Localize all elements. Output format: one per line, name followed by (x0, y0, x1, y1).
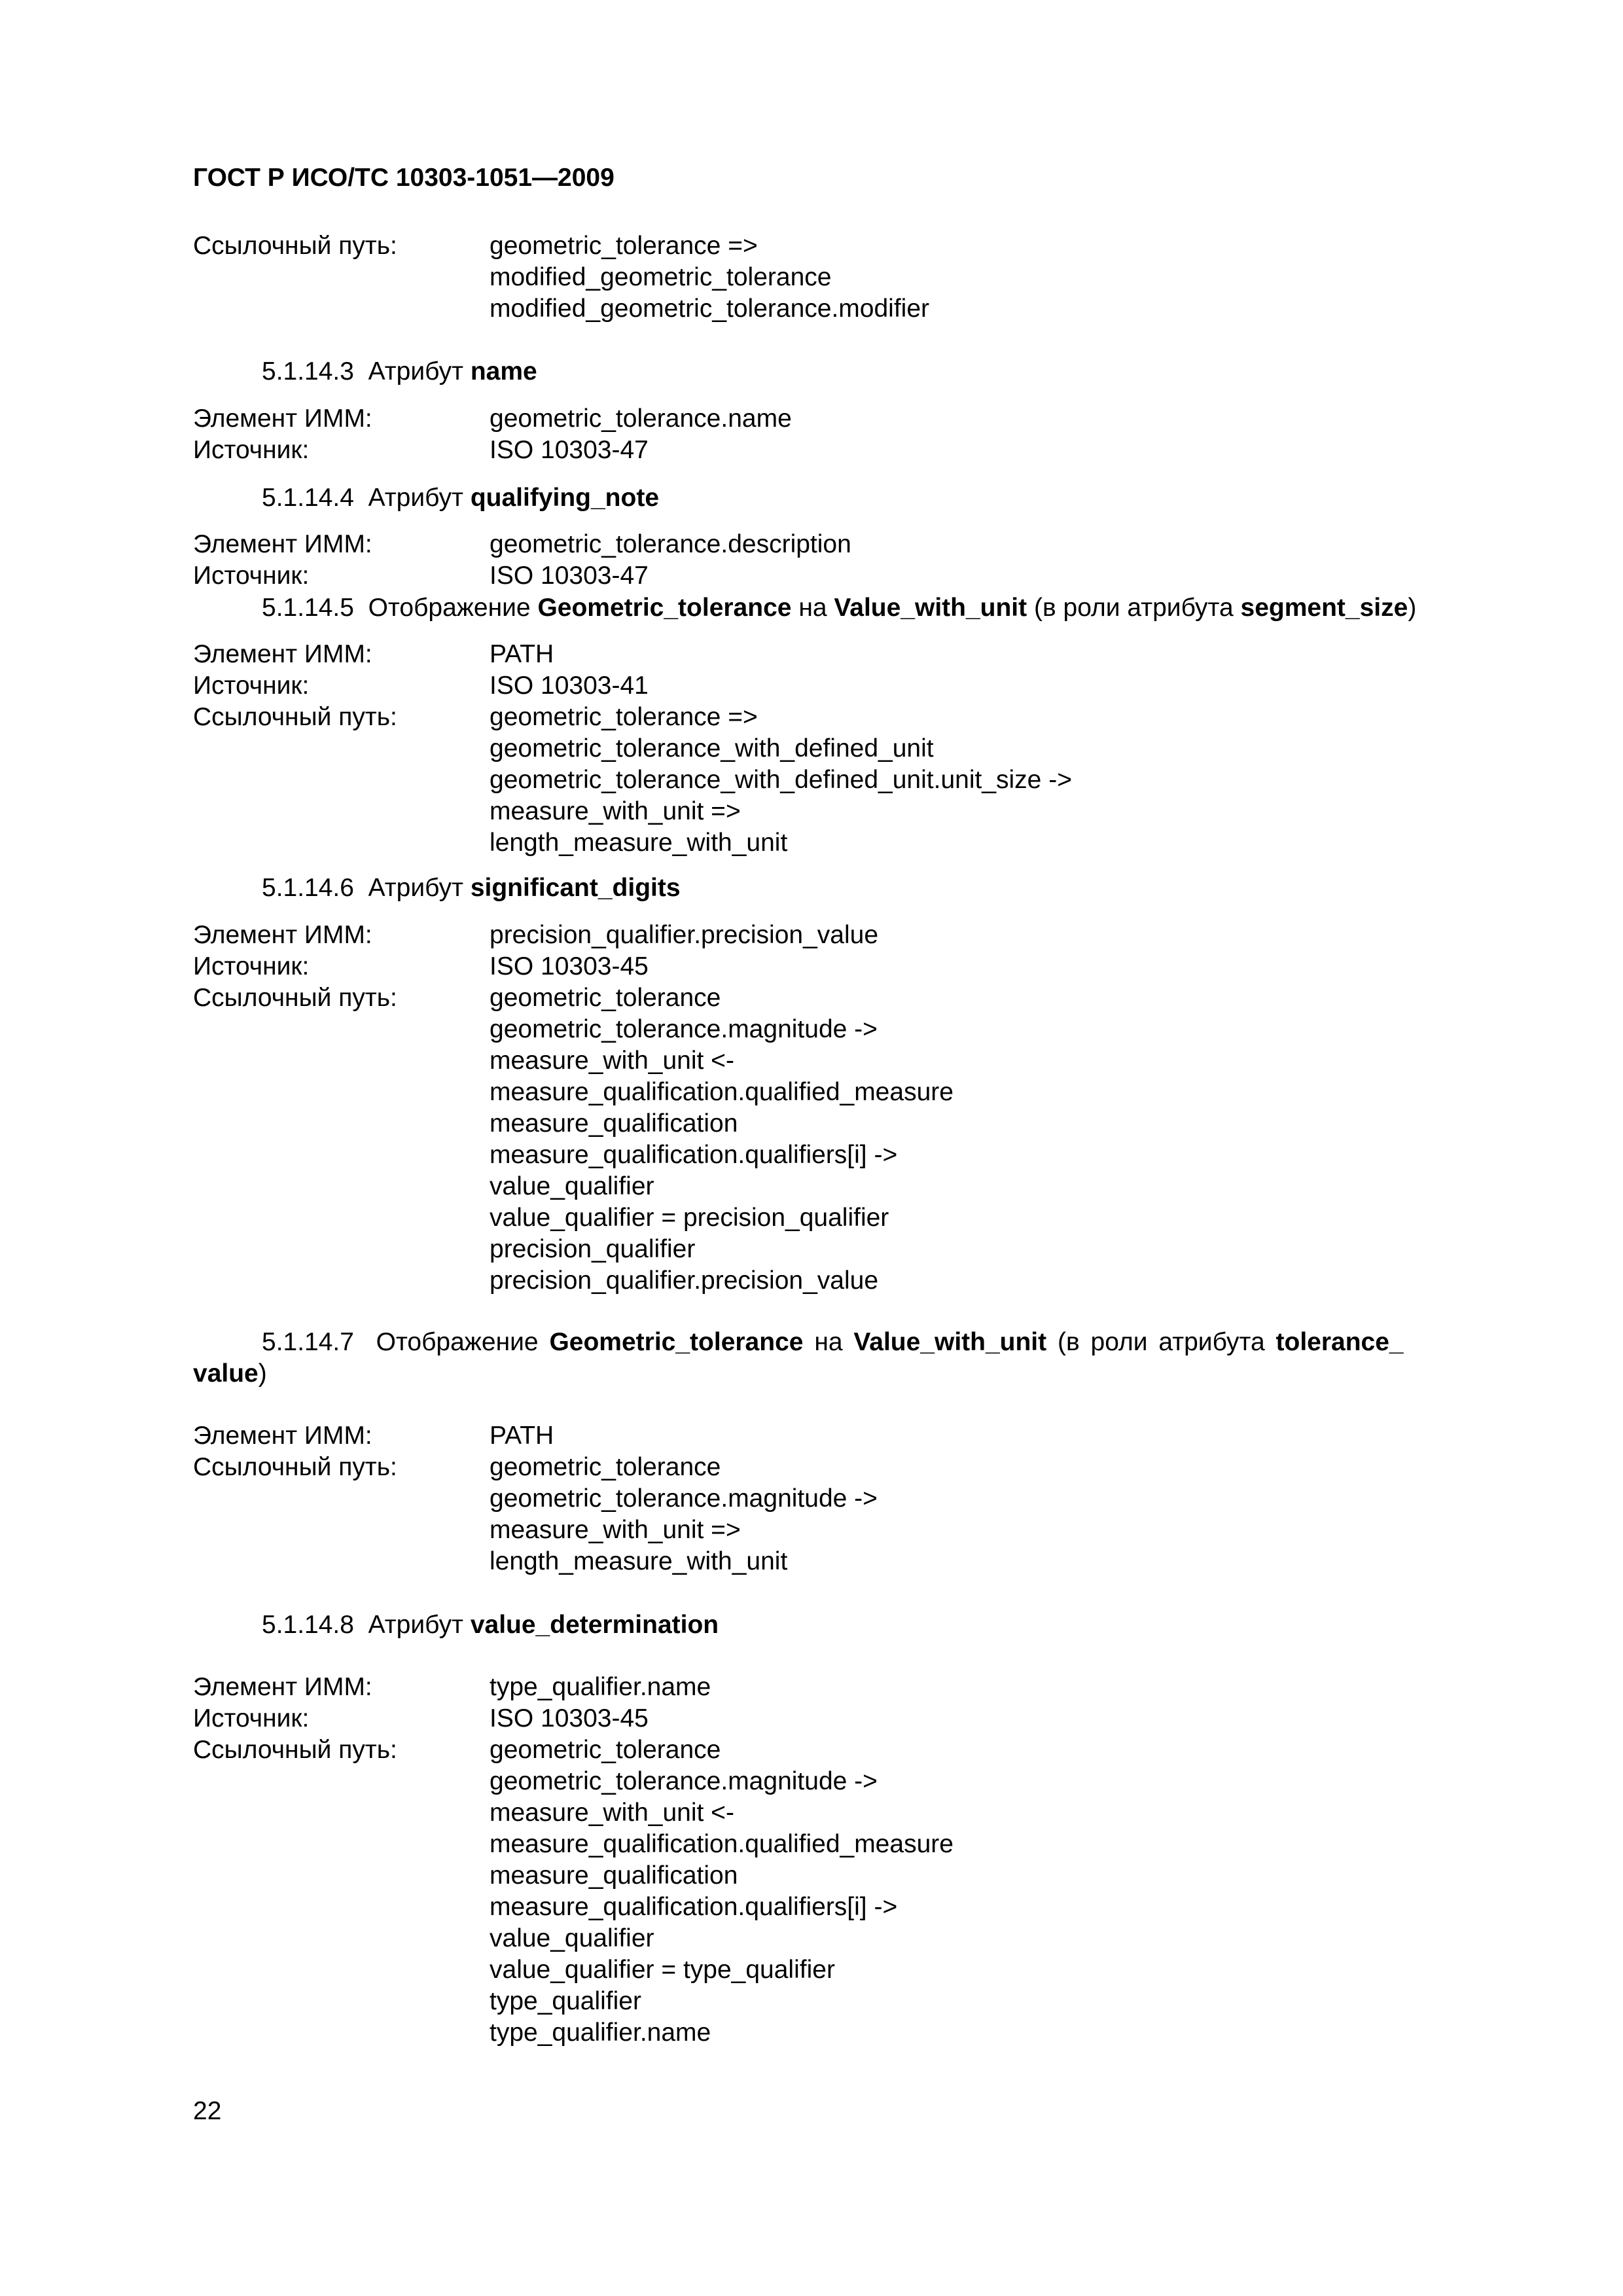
ref-path-row (193, 1734, 1528, 2049)
section-prefix: Атрибут (368, 484, 463, 512)
ref-path-line: precision_qualifier (490, 1235, 696, 1263)
ref-path-line: geometric_tolerance.magnitude -> (490, 1767, 878, 1795)
ref-path-line: geometric_tolerance => (490, 703, 758, 731)
section-heading-5-1-14-8 (262, 1609, 719, 1641)
entity-name: Geometric_tolerance (537, 594, 792, 622)
element-row (193, 1672, 1528, 1703)
ref-path-line: value_qualifier (490, 1924, 654, 1952)
target-name: Value_with_unit (853, 1328, 1047, 1356)
source-value: ISO 10303-45 (490, 1704, 649, 1732)
section-number: 5.1.14.8 (262, 1611, 354, 1639)
ref-path-row (193, 702, 1528, 859)
source-value: ISO 10303-41 (490, 672, 649, 700)
ref-path-line: value_qualifier (490, 1172, 654, 1200)
element-label: Элемент ИММ: (193, 640, 372, 668)
section-heading-5-1-14-4 (262, 482, 659, 514)
section-number: 5.1.14.3 (262, 357, 354, 386)
source-value: ISO 10303-47 (490, 562, 649, 590)
ref-path-line: geometric_tolerance.magnitude -> (490, 1015, 878, 1043)
attribute-name: name (470, 357, 537, 386)
on-word: на (814, 1328, 843, 1356)
source-value: ISO 10303-47 (490, 436, 649, 464)
ref-path-label: Ссылочный путь: (193, 1736, 397, 1764)
source-value: ISO 10303-45 (490, 952, 649, 980)
target-name: Value_with_unit (834, 594, 1027, 622)
attribute-name: qualifying_note (470, 484, 660, 512)
mapping-block-5-1-14-4 (193, 529, 1528, 592)
ref-path-line: measure_qualification (490, 1109, 738, 1138)
element-row (193, 920, 1528, 951)
on-word: на (798, 594, 827, 622)
entity-name: Geometric_tolerance (549, 1328, 804, 1356)
ref-path-line: value_qualifier = precision_qualifier (490, 1204, 889, 1232)
ref-path-label: Ссылочный путь: (193, 703, 397, 731)
section-heading-5-1-14-5 (262, 592, 1416, 624)
element-value: PATH (490, 640, 554, 668)
ref-path-line: modified_geometric_tolerance.modifier (490, 295, 930, 323)
section-number: 5.1.14.5 (262, 594, 354, 622)
source-row (193, 951, 1528, 982)
ref-path-line: value_qualifier = type_qualifier (490, 1956, 835, 1984)
ref-path-line: measure_qualification.qualified_measure (490, 1078, 954, 1106)
ref-path-line: modified_geometric_tolerance (490, 263, 832, 291)
ref-path-line: geometric_tolerance_with_defined_unit (490, 734, 934, 762)
ref-path-values (490, 982, 1528, 1297)
ref-path-line: geometric_tolerance => (490, 232, 758, 260)
section-heading-5-1-14-7 (193, 1327, 1515, 1390)
element-label: Элемент ИММ: (193, 530, 372, 558)
attribute-name: significant_digits (470, 874, 681, 902)
ref-path-line: type_qualifier (490, 1987, 641, 2015)
ref-path-line: geometric_tolerance (490, 1453, 721, 1481)
element-value: geometric_tolerance.name (490, 404, 792, 433)
role-close: ) (258, 1359, 267, 1388)
ref-path-line: measure_qualification.qualifiers[i] -> (490, 1893, 898, 1921)
role-name-part2: value (193, 1359, 259, 1388)
ref-path-line: geometric_tolerance_with_defined_unit.unit_size -> (490, 766, 1072, 794)
element-label: Элемент ИММ: (193, 1673, 372, 1701)
section-prefix: Атрибут (368, 1611, 463, 1639)
section-heading-5-1-14-3 (262, 356, 537, 387)
role-open: (в роли атрибута (1057, 1328, 1265, 1356)
role-open: (в роли атрибута (1033, 594, 1234, 622)
document-header: ГОСТ Р ИСО/ТС 10303-1051—2009 (193, 164, 615, 192)
ref-path-line: geometric_tolerance (490, 984, 721, 1012)
attribute-name: value_determination (470, 1611, 719, 1639)
ref-path-line: measure_qualification (490, 1861, 738, 1890)
section-prefix: Отображение (368, 594, 531, 622)
section-prefix: Атрибут (368, 357, 463, 386)
element-row (193, 403, 1528, 435)
source-label: Источник: (193, 562, 310, 590)
role-close: ) (1408, 594, 1417, 622)
ref-path-values (490, 230, 1528, 325)
ref-path-row (193, 982, 1528, 1297)
mapping-block-5-1-14-7 (193, 1420, 1528, 1577)
mapping-block-top (193, 230, 1528, 325)
ref-path-line: measure_qualification.qualified_measure (490, 1830, 954, 1858)
section-number: 5.1.14.6 (262, 874, 354, 902)
ref-path-line: measure_with_unit => (490, 1516, 741, 1544)
source-label: Источник: (193, 1704, 310, 1732)
source-row (193, 435, 1528, 466)
section-number: 5.1.14.7 (262, 1328, 354, 1356)
source-label: Источник: (193, 672, 310, 700)
ref-path-row (193, 230, 1528, 325)
ref-path-line: measure_with_unit <- (490, 1047, 734, 1075)
mapping-block-5-1-14-3 (193, 403, 1528, 466)
section-prefix: Отображение (376, 1328, 539, 1356)
element-value: geometric_tolerance.description (490, 530, 851, 558)
ref-path-line: measure_with_unit <- (490, 1799, 734, 1827)
mapping-block-5-1-14-8 (193, 1672, 1528, 2049)
ref-path-label: Ссылочный путь: (193, 984, 397, 1012)
section-prefix: Атрибут (368, 874, 463, 902)
source-label: Источник: (193, 436, 310, 464)
source-row (193, 560, 1528, 592)
ref-path-label: Ссылочный путь: (193, 232, 397, 260)
source-label: Источник: (193, 952, 310, 980)
mapping-block-5-1-14-6 (193, 920, 1528, 1297)
ref-path-line: measure_with_unit => (490, 797, 741, 825)
element-value: PATH (490, 1422, 554, 1450)
source-row (193, 670, 1528, 702)
ref-path-label: Ссылочный путь: (193, 1453, 397, 1481)
ref-path-values (490, 1734, 1528, 2049)
section-heading-5-1-14-6 (262, 872, 681, 904)
ref-path-line: precision_qualifier.precision_value (490, 1266, 879, 1295)
role-name: segment_size (1240, 594, 1408, 622)
ref-path-values (490, 1452, 1528, 1577)
element-row (193, 529, 1528, 560)
ref-path-line: length_measure_with_unit (490, 829, 788, 857)
mapping-block-5-1-14-5 (193, 639, 1528, 859)
element-label: Элемент ИММ: (193, 921, 372, 949)
ref-path-line: type_qualifier.name (490, 2018, 711, 2047)
section-number: 5.1.14.4 (262, 484, 354, 512)
role-name-part1: tolerance_ (1275, 1328, 1404, 1356)
ref-path-line: measure_qualification.qualifiers[i] -> (490, 1141, 898, 1169)
element-label: Элемент ИММ: (193, 404, 372, 433)
element-row (193, 639, 1528, 670)
element-row (193, 1420, 1528, 1452)
ref-path-row (193, 1452, 1528, 1577)
source-row (193, 1703, 1528, 1734)
ref-path-line: geometric_tolerance (490, 1736, 721, 1764)
element-value: type_qualifier.name (490, 1673, 711, 1701)
ref-path-line: length_measure_with_unit (490, 1547, 788, 1575)
ref-path-line: geometric_tolerance.magnitude -> (490, 1484, 878, 1513)
element-label: Элемент ИММ: (193, 1422, 372, 1450)
element-value: precision_qualifier.precision_value (490, 921, 879, 949)
ref-path-values (490, 702, 1528, 859)
page-number: 22 (193, 2097, 222, 2125)
